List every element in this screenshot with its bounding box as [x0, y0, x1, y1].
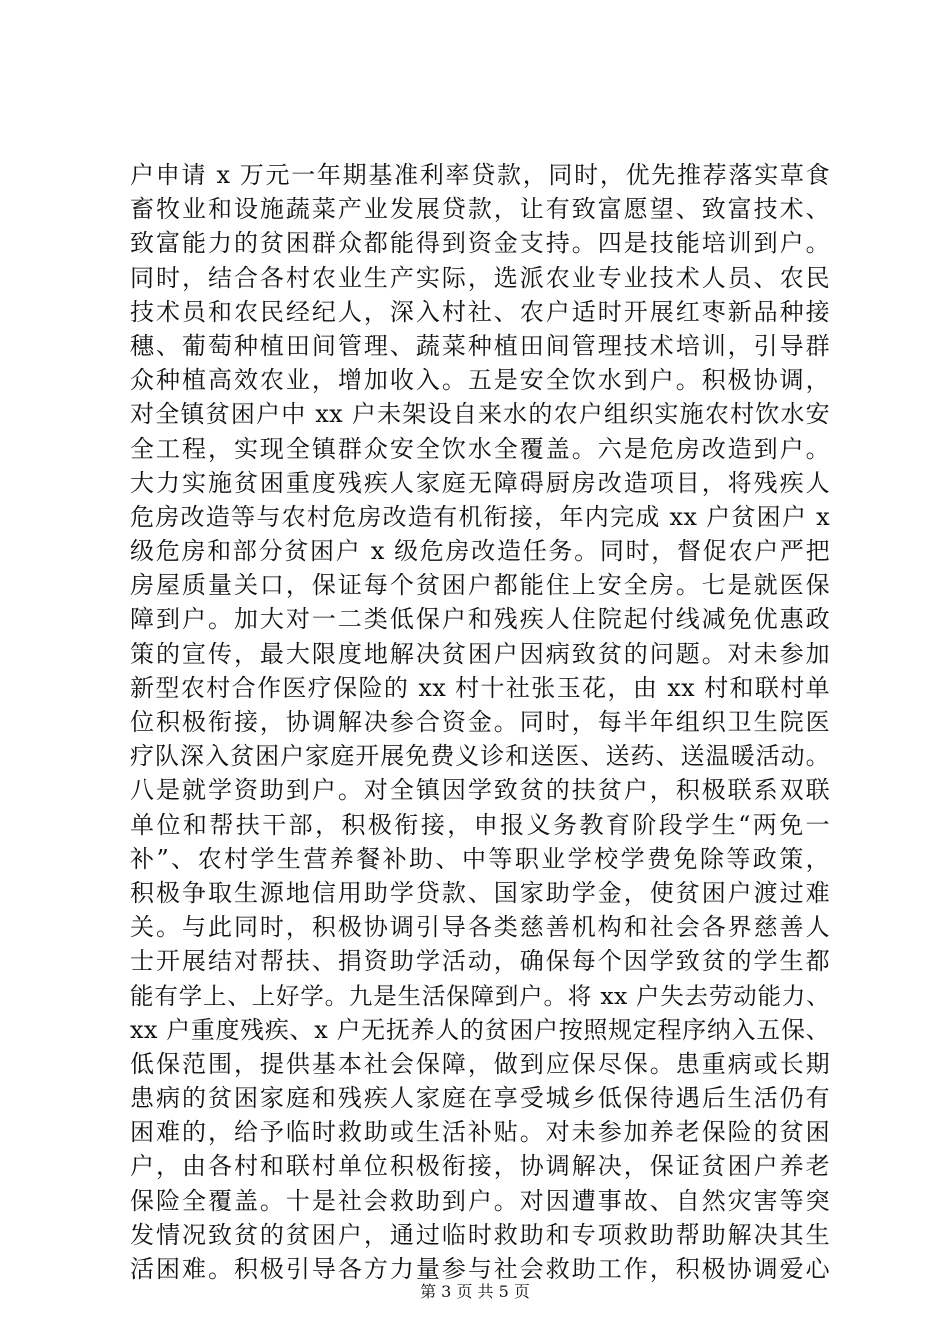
text-line: 户，由各村和联村单位积极衔接，协调解决，保证贫困户养老 — [130, 1152, 830, 1181]
text-line: 保险全覆盖。十是社会救助到户。对因遭事故、自然灾害等突 — [130, 1186, 830, 1215]
body-text — [130, 158, 830, 1286]
text-line: 单位和帮扶干部，积极衔接，申报义务教育阶段学生“两免一 — [130, 810, 830, 839]
text-line: 穗、葡萄种植田间管理、蔬菜种植田间管理技术培训，引导群 — [130, 331, 830, 360]
text-line: 积极争取生源地信用助学贷款、国家助学金，使贫困户渡过难 — [130, 878, 830, 907]
text-line: 户申请 x 万元一年期基准利率贷款，同时，优先推荐落实草食 — [130, 161, 830, 189]
text-line: 疗队深入贫困户家庭开展免费义诊和送医、送药、送温暖活动。 — [130, 742, 830, 771]
text-line: 新型农村合作医疗保险的 xx 村十社张玉花，由 xx 村和联村单 — [130, 673, 830, 702]
text-line: 同时，结合各村农业生产实际，选派农业专业技术人员、农民 — [130, 263, 830, 292]
text-line: 关。与此同时，积极协调引导各类慈善机构和社会各界慈善人 — [130, 913, 830, 942]
text-line: 级危房和部分贫困户 x 级危房改造任务。同时，督促农户严把 — [130, 537, 830, 566]
text-line: 位积极衔接，协调解决参合资金。同时，每半年组织卫生院医 — [130, 708, 830, 736]
text-line: 八是就学资助到户。对全镇因学致贫的扶贫户，积极联系双联 — [130, 776, 830, 805]
text-line: 策的宣传，最大限度地解决贫困户因病致贫的问题。对未参加 — [130, 639, 830, 668]
text-line: 发情况致贫的贫困户，通过临时救助和专项救助帮助解决其生 — [130, 1220, 830, 1249]
text-line: 活困难。积极引导各方力量参与社会救助工作，积极协调爱心 — [130, 1255, 830, 1283]
text-line: 全工程，实现全镇群众安全饮水全覆盖。六是危房改造到户。 — [130, 434, 830, 463]
text-line: 技术员和农民经纪人，深入村社、农户适时开展红枣新品种接 — [130, 297, 830, 326]
text-line: 致富能力的贫困群众都能得到资金支持。四是技能培训到户。 — [130, 229, 830, 258]
text-line: 士开展结对帮扶、捐资助学活动，确保每个因学致贫的学生都 — [130, 947, 830, 976]
text-line: 能有学上、上好学。九是生活保障到户。将 xx 户失去劳动能力、 — [130, 981, 830, 1010]
text-line: 对全镇贫困户中 xx 户未架设自来水的农户组织实施农村饮水安 — [130, 400, 830, 429]
text-line: 众种植高效农业，增加收入。五是安全饮水到户。积极协调， — [130, 366, 830, 395]
text-line: 低保范围，提供基本社会保障，做到应保尽保。患重病或长期 — [130, 1049, 830, 1078]
text-line: 患病的贫困家庭和残疾人家庭在享受城乡低保待遇后生活仍有 — [130, 1084, 830, 1113]
text-line: 困难的，给予临时救助或生活补贴。对未参加养老保险的贫困 — [130, 1118, 830, 1147]
page-number-footer: 第 3 页 共 5 页 — [420, 1282, 530, 1301]
text-line: 补”、农村学生营养餐补助、中等职业学校学费免除等政策， — [130, 844, 830, 873]
text-line: 障到户。加大对一二类低保户和残疾人住院起付线减免优惠政 — [130, 605, 830, 634]
text-line: xx 户重度残疾、x 户无抚养人的贫困户按照规定程序纳入五保、 — [130, 1015, 830, 1044]
text-line: 畜牧业和设施蔬菜产业发展贷款，让有致富愿望、致富技术、 — [130, 195, 830, 224]
text-line: 房屋质量关口，保证每个贫困户都能住上安全房。七是就医保 — [130, 571, 830, 600]
text-line: 大力实施贫困重度残疾人家庭无障碍厨房改造项目，将残疾人 — [130, 468, 830, 497]
text-line: 危房改造等与农村危房改造有机衔接，年内完成 xx 户贫困户 x — [130, 502, 830, 531]
